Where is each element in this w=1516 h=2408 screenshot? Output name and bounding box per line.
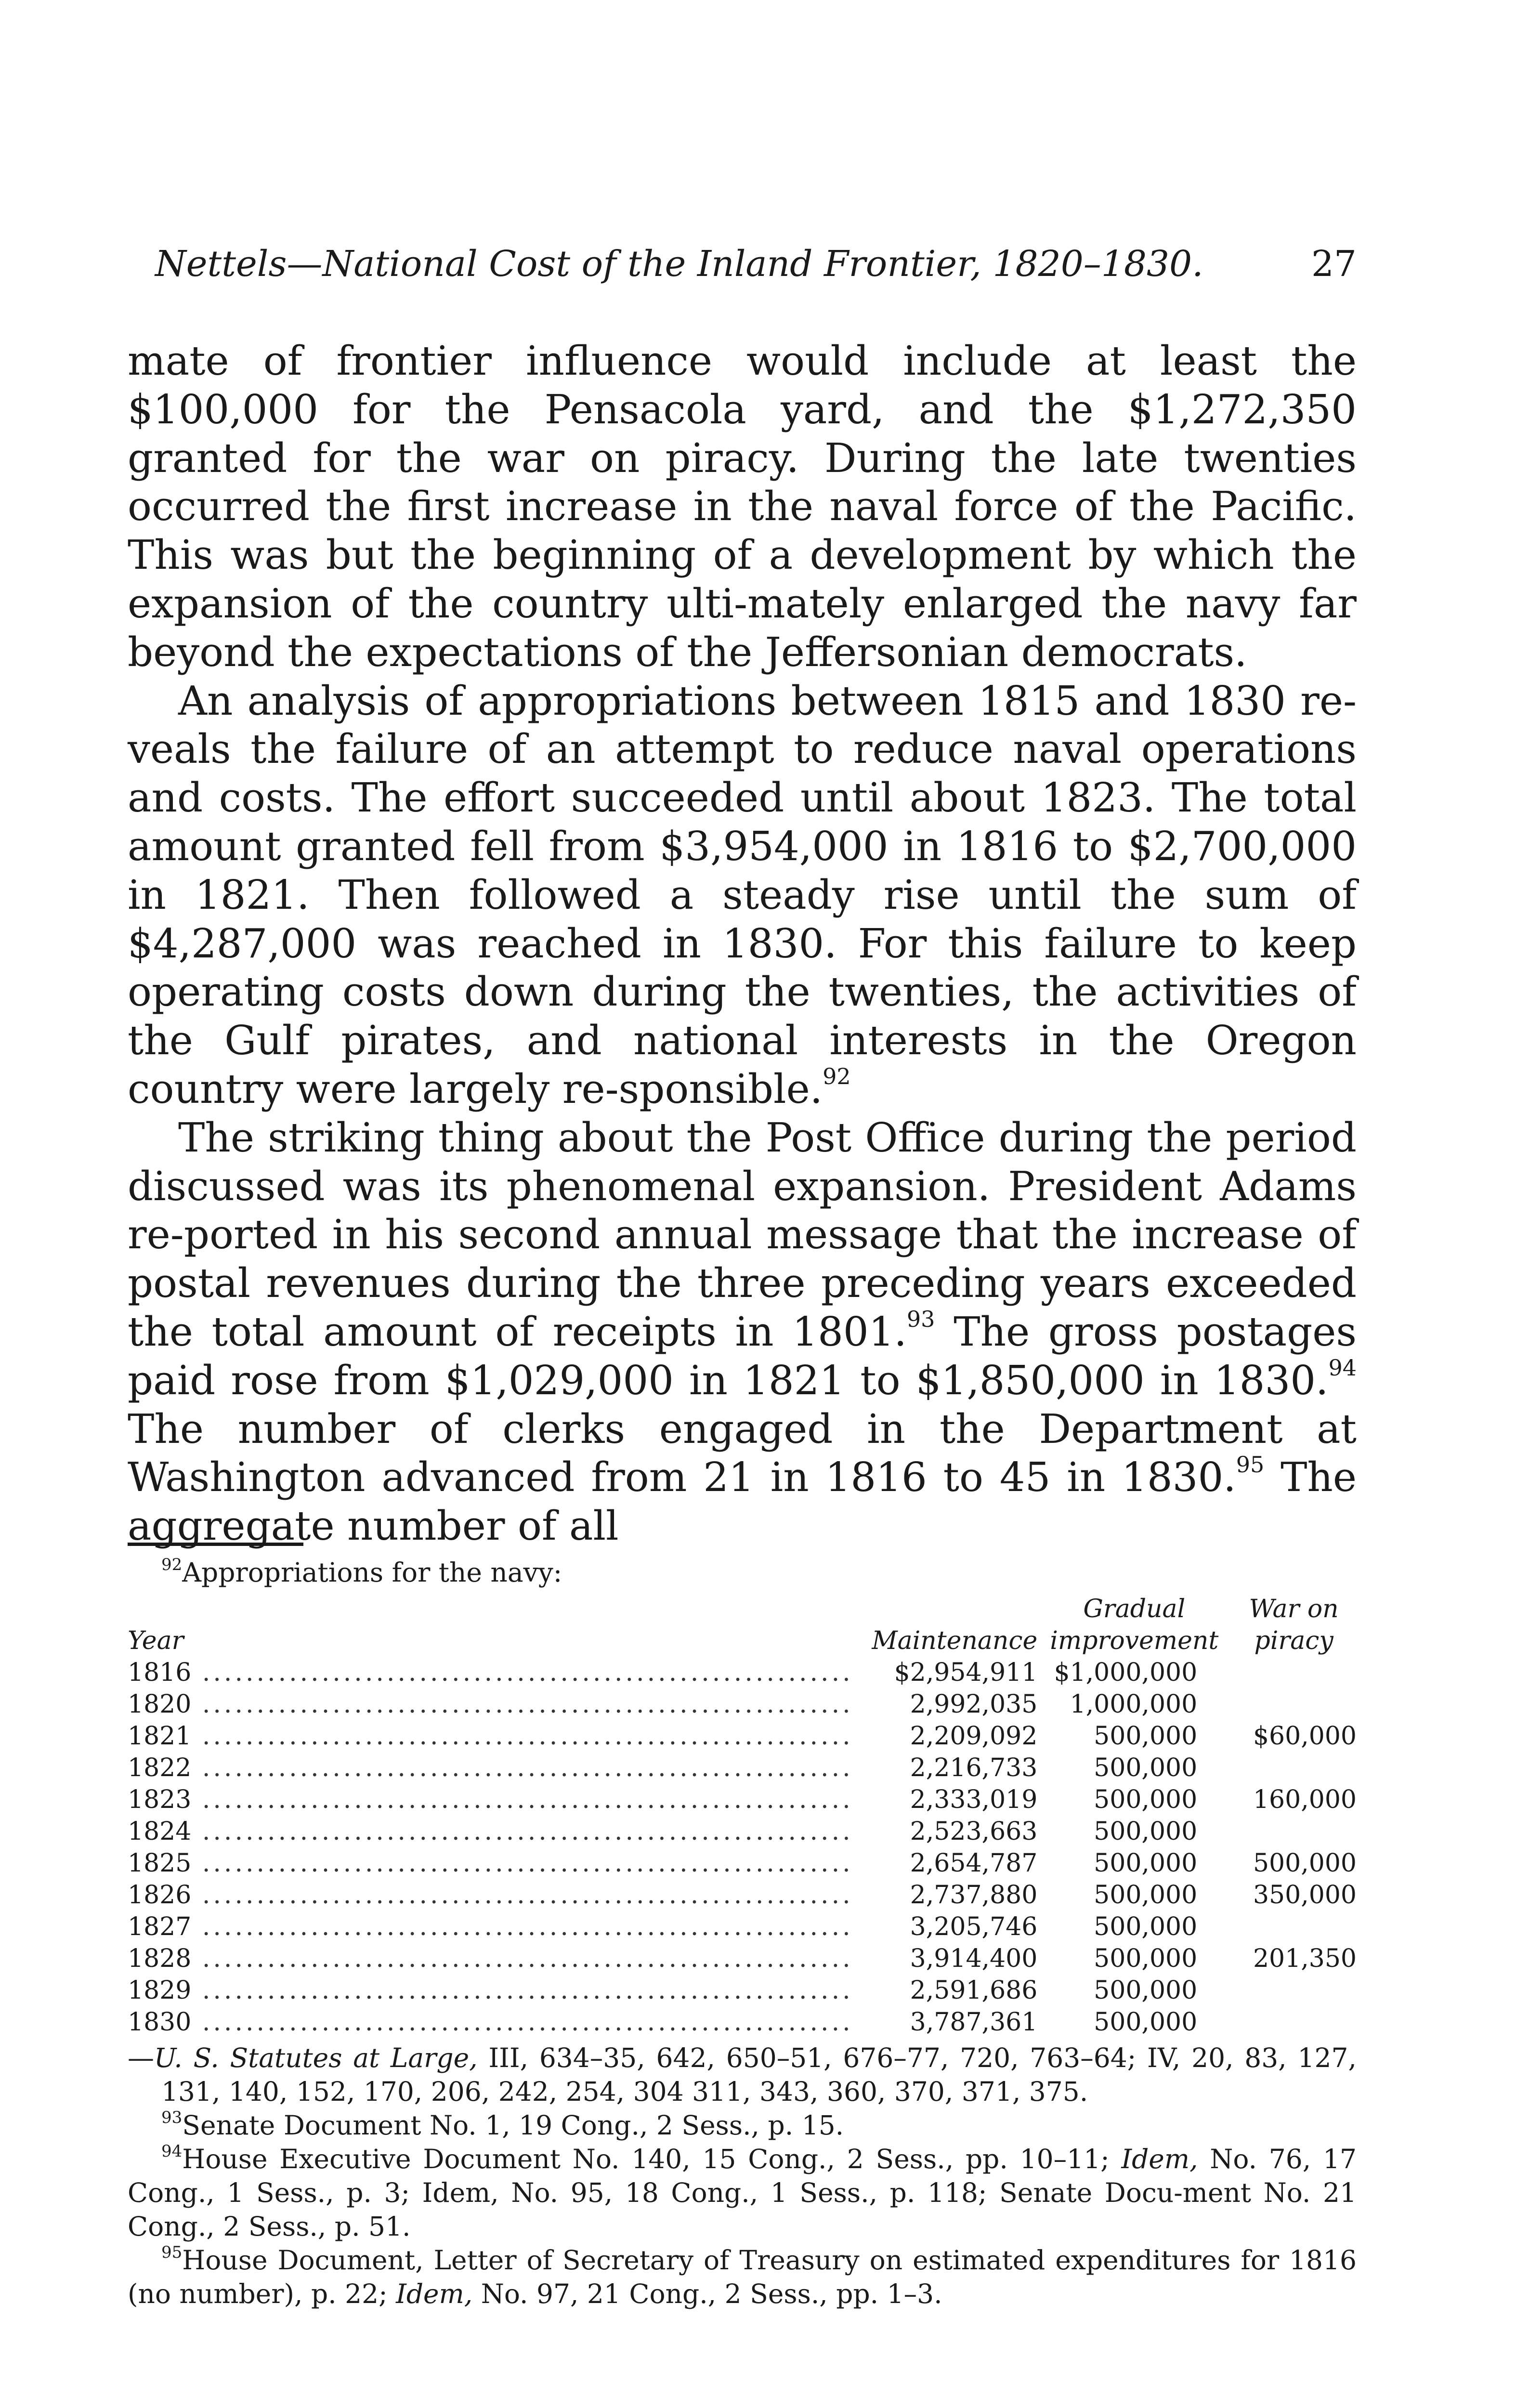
header-war-line2: piracy <box>1254 1626 1333 1655</box>
cell-gradual-improvement: 500,000 <box>1094 1849 1198 1878</box>
cell-war-on-piracy <box>1231 1911 1357 1943</box>
year-value: 1816 <box>128 1658 192 1687</box>
year-value: 1822 <box>128 1754 192 1782</box>
year-value: 1823 <box>128 1785 192 1814</box>
leader-dots: ............................................................ <box>191 1817 853 1846</box>
leader-dots: ............................................................ <box>191 1976 853 2005</box>
footnote-95 <box>128 2243 1357 2311</box>
table-row <box>128 1784 1357 1816</box>
footnote-ref-92: 92 <box>823 1063 851 1089</box>
footnote-93-number: 93 <box>161 2108 183 2128</box>
footnote-94-text-b: No. 76, 17 Cong., 1 Sess., p. 3; Idem, No. 95, 18 Cong., 1 Sess., p. 118; Senate Docu-ment No. 21 Cong., 2 Sess., p. 51. <box>128 2144 1357 2242</box>
cell-gradual-improvement: 500,000 <box>1094 1976 1198 2005</box>
cell-war-on-piracy <box>1231 1688 1357 1720</box>
footnote-92-citation <box>128 2041 1357 2108</box>
cell-war-on-piracy <box>1231 1975 1357 2006</box>
cell-year <box>128 2006 853 2038</box>
cell-gradual-improvement: 500,000 <box>1094 1754 1198 1782</box>
header-war-line1: War on <box>1249 1595 1339 1623</box>
cell-year <box>128 1657 853 1688</box>
citation-dash: — <box>128 2042 154 2073</box>
citation-title: U. S. Statutes at Large, <box>154 2042 478 2073</box>
year-value: 1830 <box>128 2008 192 2037</box>
cell-war-on-piracy <box>1231 1816 1357 1847</box>
cell-gradual-improvement: 500,000 <box>1094 2008 1198 2037</box>
table-row <box>128 1847 1357 1879</box>
leader-dots: ............................................................ <box>191 1754 853 1782</box>
year-value: 1826 <box>128 1881 192 1910</box>
footnote-95-text-a: House Document, Letter of Secretary of Treasury on estimated expenditures for 1816 (no number), p. 22; <box>128 2245 1357 2309</box>
cell-maintenance: 2,591,686 <box>910 1976 1038 2005</box>
footnote-ref-93: 93 <box>906 1306 935 1332</box>
table-row <box>128 1975 1357 2006</box>
body-text <box>128 337 1357 1551</box>
leader-dots: ............................................................ <box>191 1785 853 1814</box>
footnote-95-text-b: No. 97, 21 Cong., 2 Sess., pp. 1–3. <box>472 2278 942 2309</box>
year-value: 1824 <box>128 1817 192 1846</box>
paragraph-3-text-d: The aggregate number of all <box>128 1454 1357 1550</box>
header-gradual-line1: Gradual <box>1083 1595 1186 1623</box>
footnote-94-number: 94 <box>161 2142 183 2161</box>
cell-maintenance: 2,209,092 <box>910 1722 1038 1751</box>
cell-year <box>128 1784 853 1816</box>
leader-dots: ............................................................ <box>191 1944 853 1973</box>
cell-year <box>128 1879 853 1911</box>
leader-dots: ............................................................ <box>191 1881 853 1910</box>
table-header-row-1 <box>128 1593 1357 1625</box>
cell-gradual-improvement: 500,000 <box>1094 1785 1198 1814</box>
year-value: 1827 <box>128 1912 192 1941</box>
footnote-92-intro-text: Appropriations for the navy: <box>182 1557 562 1588</box>
footnote-94-idem: Idem, <box>1121 2144 1198 2174</box>
leader-dots: ............................................................ <box>191 1722 853 1751</box>
footnotes <box>128 1556 1357 2311</box>
header-gradual-line2: improvement <box>1050 1626 1219 1655</box>
table-row <box>128 1688 1357 1720</box>
cell-war-on-piracy <box>1231 2006 1357 2038</box>
table-row <box>128 1752 1357 1784</box>
leader-dots: ............................................................ <box>191 1849 853 1878</box>
year-value: 1829 <box>128 1976 192 2005</box>
footnote-92-number: 92 <box>161 1555 183 1575</box>
cell-year <box>128 1911 853 1943</box>
cell-maintenance: 2,216,733 <box>910 1754 1038 1782</box>
table-row <box>128 1911 1357 1943</box>
paragraph-2 <box>128 677 1357 1114</box>
leader-dots: ............................................................ <box>191 2008 853 2037</box>
cell-gradual-improvement: $1,000,000 <box>1054 1658 1198 1687</box>
footnote-divider <box>128 1543 303 1546</box>
paragraph-1: mate of frontier influence would include at least the $100,000 for the Pensacola yard, and the $1,272,350 granted for the war on piracy. During the late twenties occurred the first increase in the naval force of the Pacific. This was but the beginning of a development by which the expansion of the country ulti-mately enlarged the navy far beyond the expectations of the Jeffersonian democrats. <box>128 338 1357 676</box>
running-head-title: Nettels—National Cost of the Inland Frontier, 1820–1830. <box>155 243 1203 285</box>
paragraph-3-text-a: The striking thing about the Post Office during the period discussed was its phenomenal expansion. President Adams re-ported in his second annual message that the increase of postal revenues during the three preceding years exceeded the total amount of receipts in 1801. <box>128 1114 1357 1355</box>
citation-rest: III, 634–35, 642, 650–51, 676–77, 720, 763–64; IV, 20, 83, 127, 131, 140, 152, 170, 206, 242, 254, 304 311, 343, 360, 370, 371, 375. <box>161 2042 1357 2107</box>
table-row <box>128 1943 1357 1975</box>
table-row <box>128 1720 1357 1752</box>
cell-war-on-piracy: 350,000 <box>1253 1881 1357 1910</box>
footnote-95-idem: Idem, <box>396 2278 473 2309</box>
footnote-92-intro <box>128 1556 1357 1589</box>
cell-maintenance: 2,654,787 <box>910 1849 1038 1878</box>
cell-maintenance: 2,333,019 <box>910 1785 1038 1814</box>
running-head <box>155 240 1357 288</box>
paragraph-3-text-c: The number of clerks engaged in the Department at Washington advanced from 21 in 1816 to 45 in 1830. <box>128 1405 1357 1501</box>
paragraph-3-text-b: The gross postages paid rose from $1,029,000 in 1821 to $1,850,000 in 1830. <box>128 1308 1357 1404</box>
table-row <box>128 1879 1357 1911</box>
cell-year <box>128 1975 853 2006</box>
cell-year <box>128 1688 853 1720</box>
paragraph-2-text: An analysis of appropriations between 1815 and 1830 re-veals the failure of an attempt to reduce naval operations and costs. The effort succeeded until about 1823. The total amount granted fell from $3,954,000 in 1816 to $2,700,000 in 1821. Then followed a steady rise until the sum of $4,287,000 was reached in 1830. For this failure to keep operating costs down during the twenties, the activities of the Gulf pirates, and national interests in the Oregon country were largely re-sponsible. <box>128 677 1357 1112</box>
cell-war-on-piracy <box>1231 1657 1357 1688</box>
footnote-93-text: Senate Document No. 1, 19 Cong., 2 Sess., p. 15. <box>182 2110 844 2141</box>
cell-maintenance: 3,787,361 <box>910 2008 1038 2037</box>
cell-war-on-piracy: 500,000 <box>1253 1849 1357 1878</box>
table-row <box>128 2006 1357 2038</box>
cell-maintenance: 3,914,400 <box>910 1944 1038 1973</box>
cell-war-on-piracy: 160,000 <box>1253 1785 1357 1814</box>
footnote-95-number: 95 <box>161 2243 183 2263</box>
cell-war-on-piracy <box>1231 1752 1357 1784</box>
year-value: 1820 <box>128 1690 192 1719</box>
cell-maintenance: 3,205,746 <box>910 1912 1038 1941</box>
cell-year <box>128 1816 853 1847</box>
header-year: Year <box>128 1626 184 1655</box>
header-maintenance: Maintenance <box>872 1626 1038 1655</box>
leader-dots: ............................................................ <box>191 1912 853 1941</box>
table-row <box>128 1657 1357 1688</box>
footnote-ref-94: 94 <box>1328 1354 1357 1381</box>
cell-year <box>128 1720 853 1752</box>
cell-maintenance: 2,737,880 <box>910 1881 1038 1910</box>
year-value: 1828 <box>128 1944 192 1973</box>
cell-maintenance: 2,992,035 <box>910 1690 1038 1719</box>
page-number: 27 <box>1311 243 1357 285</box>
cell-gradual-improvement: 500,000 <box>1094 1881 1198 1910</box>
cell-gradual-improvement: 500,000 <box>1094 1722 1198 1751</box>
cell-year <box>128 1943 853 1975</box>
cell-maintenance: $2,954,911 <box>894 1658 1038 1687</box>
navy-appropriations-table <box>128 1593 1357 2038</box>
table-body <box>128 1657 1357 2038</box>
cell-gradual-improvement: 1,000,000 <box>1070 1690 1198 1719</box>
table-row <box>128 1816 1357 1847</box>
cell-war-on-piracy: $60,000 <box>1253 1722 1357 1751</box>
leader-dots: ............................................................ <box>191 1690 853 1719</box>
year-value: 1821 <box>128 1722 192 1751</box>
leader-dots: ............................................................ <box>191 1658 853 1687</box>
cell-year <box>128 1847 853 1879</box>
footnote-ref-95: 95 <box>1236 1452 1265 1478</box>
footnote-94 <box>128 2142 1357 2243</box>
cell-gradual-improvement: 500,000 <box>1094 1944 1198 1973</box>
cell-gradual-improvement: 500,000 <box>1094 1817 1198 1846</box>
footnote-94-text-a: House Executive Document No. 140, 15 Cong., 2 Sess., pp. 10–11; <box>182 2144 1122 2174</box>
footnote-93 <box>128 2108 1357 2142</box>
cell-war-on-piracy: 201,350 <box>1253 1944 1357 1973</box>
year-value: 1825 <box>128 1849 192 1878</box>
cell-maintenance: 2,523,663 <box>910 1817 1038 1846</box>
cell-year <box>128 1752 853 1784</box>
paragraph-3 <box>128 1114 1357 1551</box>
cell-gradual-improvement: 500,000 <box>1094 1912 1198 1941</box>
table-header-row-2 <box>128 1625 1357 1657</box>
